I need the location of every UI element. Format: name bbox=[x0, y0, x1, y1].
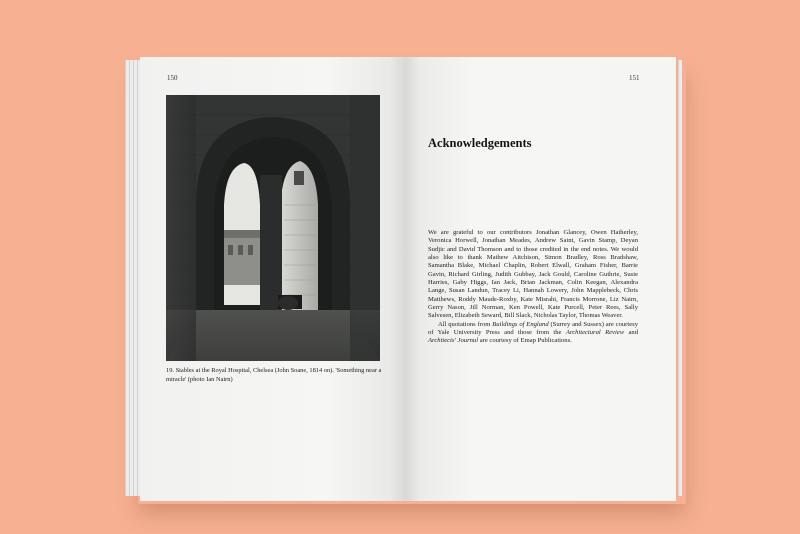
left-page-number: 150 bbox=[167, 74, 178, 82]
acknowledgements-paragraph-1: We are grateful to our contributors Jonathan Glancey, Owen Hatherley, Veronica Horwell, Jonathan Meades, Andrew Saint, Gavin Stamp, Deyan Sudjic and David Thomson and to those credited in the end notes. We would also like to thank Mathew Aitchison, Simon Bradley, Ross Bradshaw, Samantha Blake, Michael Chaplin, Robert Elwall, Graham Fisher, Barrie Gavin, Richard Girling, Judith Gubbay, Jack Gould, Caroline Guthrie, Susie Harries, Gaby Higgs, Ian Jack, Brian Jackman, Colin Keegan, Alexandra Lange, Susan Landun, Tracey Li, Hannah Lowery, John Mapplebeck, Chris Matthews, Roddy Maude-Roxby, Kate Misrahi, Francis Morrone, Liz Nairn, Gerry Nason, Jill Norman, Ken Powell, Kate Purcell, Peter Rees, Sally Salvesen, Elizabeth Seward, Bill Slack, Nicholas Taylor, Thomas Weaver. bbox=[428, 229, 638, 320]
right-page-number: 151 bbox=[629, 74, 640, 82]
stables-photo bbox=[166, 95, 380, 361]
acknowledgements-body bbox=[428, 229, 638, 346]
acknowledgements-paragraph-2: All quotations from Buildings of England (Surrey and Sussex) are courtesy of Yale University Press and those from the Architectural Review and Architects' Journal are courtesy of Emap Publications. bbox=[428, 320, 639, 345]
acknowledgements-title: Acknowledgements bbox=[428, 136, 532, 150]
photo-caption: 19. Stables at the Royal Hospital, Chelsea (John Soane, 1814 on). 'Something near a miracle' (photo Ian Nairn) bbox=[166, 367, 382, 383]
